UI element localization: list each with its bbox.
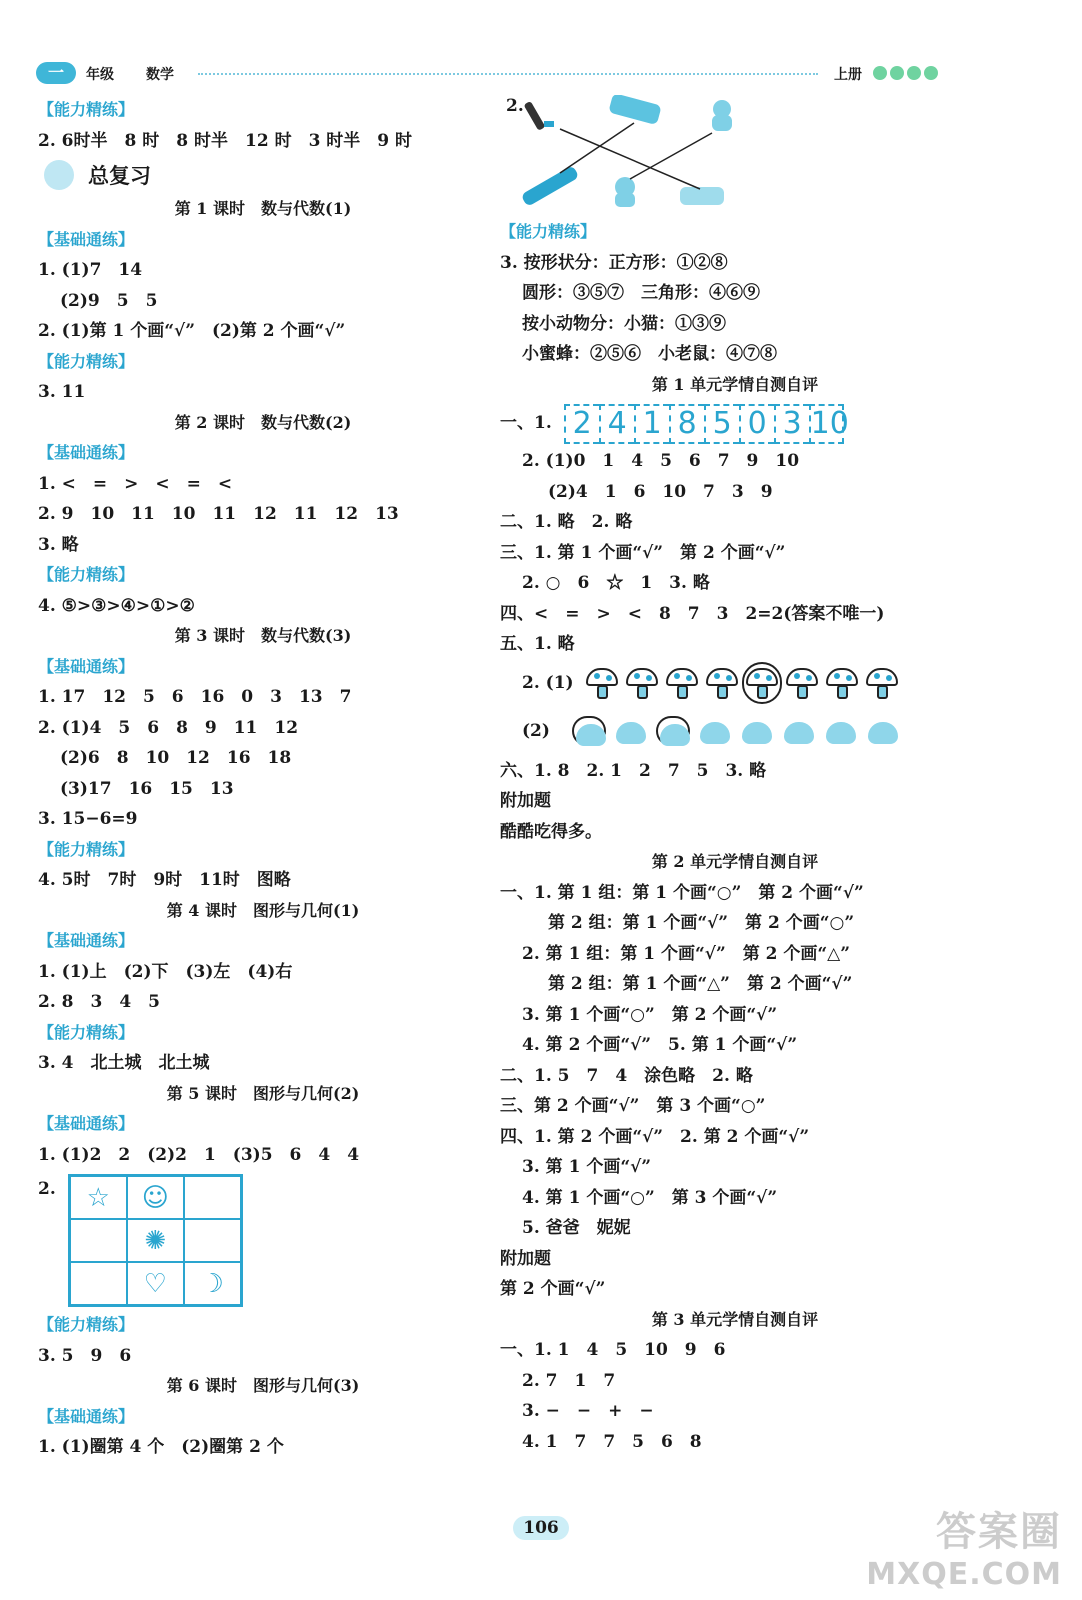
shell-icon	[866, 716, 900, 746]
answer-line: 第 2 个画“√”	[500, 1279, 606, 1299]
extra-question-title: 附加题	[500, 1248, 551, 1269]
answer-line: 2. 6时半 8 时 8 时半 12 时 3 时半 9 时	[38, 130, 413, 151]
lesson-title: 第 1 课时 数与代数(1)	[174, 199, 352, 218]
subject-label: 数学	[146, 67, 174, 83]
section-circle-icon	[44, 160, 74, 190]
unit-title: 第 1 单元学情自测自评	[651, 374, 819, 394]
question-number: 2.	[38, 1179, 56, 1199]
section-tag: 【能力精练】	[38, 1315, 135, 1334]
circled-shell-icon	[656, 716, 690, 746]
section-heading	[38, 156, 488, 194]
answer-line: 3. − − + −	[522, 1401, 654, 1421]
answer-line: 四、1. 第 2 个画“√” 2. 第 2 个画“√”	[500, 1126, 810, 1147]
mushroom-icon	[706, 666, 738, 700]
lesson-title: 第 6 课时 图形与几何(3)	[166, 1376, 360, 1395]
section-tag: 【基础通练】	[38, 1114, 135, 1133]
right-column	[500, 95, 970, 1457]
question-label: (2)	[522, 720, 550, 741]
grid-cell	[184, 1176, 241, 1219]
moon-icon: ☽	[184, 1262, 241, 1305]
page-header	[28, 60, 958, 90]
answer-line: (3)17 16 15 13	[60, 778, 234, 799]
question-label: 一、1.	[500, 413, 552, 433]
section-tag: 【基础通练】	[38, 931, 135, 950]
mouse-toy-icon	[712, 100, 732, 131]
shell-icon	[614, 716, 648, 746]
matching-figure	[500, 95, 970, 215]
answer-line: 第 2 组：第 1 个画“△” 第 2 个画“√”	[548, 974, 853, 994]
section-tag: 【能力精练】	[38, 351, 135, 371]
answer-line: 2. 8 3 4 5	[38, 992, 160, 1012]
mushroom-row	[586, 666, 898, 700]
number-box: 1	[634, 404, 669, 444]
answer-line: 3. 15−6=9	[38, 809, 138, 829]
smiley-icon: ☺	[127, 1176, 184, 1219]
shell-row	[572, 716, 900, 746]
section-tag: 【能力精练】	[38, 839, 135, 859]
mushroom-icon	[586, 666, 618, 700]
answer-line: 1. (1)圈第 4 个 (2)圈第 2 个	[38, 1437, 284, 1457]
number-box: 5	[704, 404, 739, 444]
answer-line	[500, 400, 970, 446]
number-box: 10	[809, 404, 844, 444]
section-tag: 【能力精练】	[500, 222, 597, 241]
answer-line: 4. 5时 7时 9时 11时 图略	[38, 870, 291, 890]
section-tag: 【能力精练】	[38, 1022, 135, 1042]
answer-line: 1. (1)上 (2)下 (3)左 (4)右	[38, 961, 293, 982]
star-icon: ☆	[70, 1176, 127, 1219]
mushroom-icon	[666, 666, 698, 700]
header-dots-decoration	[873, 66, 938, 80]
answer-line: (2)6 8 10 12 16 18	[60, 748, 292, 768]
answer-line: 小蜜蜂：②⑤⑥ 小老鼠：④⑦⑧	[522, 344, 777, 364]
mushroom-icon	[786, 666, 818, 700]
answer-line: 酷酷吃得多。	[500, 821, 602, 842]
answer-line: 3. 4 北土城 北土城	[38, 1053, 210, 1073]
answer-line: 二、1. 略 2. 略	[500, 512, 633, 532]
answer-line: 4. 1 7 7 5 6 8	[522, 1431, 702, 1452]
answer-line: 六、1. 8 2. 1 2 7 5 3. 略	[500, 760, 767, 781]
answer-line: 2. (1)0 1 4 5 6 7 9 10	[522, 451, 800, 471]
grade-label: 年级	[86, 67, 114, 83]
header-divider	[198, 73, 818, 75]
question-label: 2. (1)	[522, 672, 574, 693]
number-box: 3	[774, 404, 809, 444]
watermark-url: MXQE.COM	[866, 1557, 1062, 1592]
heart-icon: ♡	[127, 1262, 184, 1305]
circled-mushroom-icon	[746, 666, 778, 700]
grade-badge: 一	[36, 62, 76, 84]
section-tag: 【基础通练】	[38, 443, 135, 462]
answer-line: 3. 按形状分：正方形：①②⑧	[500, 252, 728, 273]
mushroom-icon	[866, 666, 898, 700]
shell-icon	[824, 716, 858, 746]
toothpaste-icon	[521, 165, 580, 207]
shell-icon	[782, 716, 816, 746]
answer-line: 4. ⑤>③>④>①>②	[38, 595, 195, 616]
unit-title: 第 2 单元学情自测自评	[651, 852, 819, 871]
grid-answer	[38, 1170, 488, 1310]
answer-line: 1. (1)2 2 (2)2 1 (3)5 6 4 4	[38, 1144, 360, 1165]
shell-answer	[500, 706, 970, 756]
answer-line: 1. 17 12 5 6 16 0 3 13 7	[38, 687, 352, 707]
watermark-logo	[866, 1500, 1062, 1592]
number-writing-boxes	[564, 404, 849, 444]
question-number: 2.	[506, 96, 524, 116]
cat-toy-icon	[615, 177, 635, 207]
shell-icon	[698, 716, 732, 746]
icon-grid	[68, 1174, 243, 1307]
answer-line: 4. 第 1 个画“○” 第 3 个画“√”	[522, 1187, 778, 1208]
answer-line: (2)9 5 5	[60, 290, 158, 311]
answer-line: 1. (1)7 14	[38, 260, 143, 280]
section-tag: 【能力精练】	[38, 565, 135, 584]
number-box: 2	[564, 404, 599, 444]
number-box: 8	[669, 404, 704, 444]
answer-line: 4. 第 2 个画“√” 5. 第 1 个画“√”	[522, 1035, 798, 1055]
answer-line: 3. 5 9 6	[38, 1345, 132, 1366]
answer-line: (2)4 1 6 10 7 3 9	[548, 481, 773, 502]
lesson-title: 第 2 课时 数与代数(2)	[174, 412, 352, 432]
section-tag: 【能力精练】	[38, 100, 135, 119]
mushroom-icon	[626, 666, 658, 700]
section-title: 总复习	[88, 164, 151, 188]
answer-line: 按小动物分：小猫：①③⑨	[522, 313, 726, 334]
answer-line: 5. 爸爸 妮妮	[522, 1218, 631, 1238]
bottle-icon	[680, 187, 724, 205]
toothbrush-icon	[524, 101, 554, 131]
answer-line: 2. 7 1 7	[522, 1370, 616, 1391]
page-number-label: 106	[513, 1516, 569, 1540]
answer-line: 3. 11	[38, 382, 86, 402]
answer-line: 一、1. 第 1 组：第 1 个画“○” 第 2 个画“√”	[500, 882, 864, 903]
answer-line: 一、1. 1 4 5 10 9 6	[500, 1340, 726, 1360]
mushroom-icon	[826, 666, 858, 700]
answer-line: 2. (1)第 1 个画“√” (2)第 2 个画“√”	[38, 321, 346, 341]
grid-cell	[70, 1219, 127, 1262]
lesson-title: 第 3 课时 数与代数(3)	[174, 626, 352, 645]
watermark-text: 答案圈	[936, 1509, 1062, 1555]
answer-line: 五、1. 略	[500, 634, 575, 654]
number-box: 0	[739, 404, 774, 444]
answer-line: 2. ○ 6 ☆ 1 3. 略	[522, 573, 710, 593]
matching-lines-illustration	[500, 95, 960, 215]
pencil-box-icon	[608, 95, 661, 125]
unit-title: 第 3 单元学情自测自评	[651, 1309, 819, 1329]
section-tag: 【基础通练】	[38, 1406, 135, 1426]
section-tag: 【基础通练】	[38, 656, 135, 676]
answer-line: 圆形：③⑤⑦ 三角形：④⑥⑨	[522, 283, 760, 303]
answer-line: 二、1. 5 7 4 涂色略 2. 略	[500, 1065, 753, 1086]
answer-line: 三、1. 第 1 个画“√” 第 2 个画“√”	[500, 542, 786, 563]
answer-line: 2. 9 10 11 10 11 12 11 12 13	[38, 504, 399, 524]
number-box: 4	[599, 404, 634, 444]
lesson-title: 第 4 课时 图形与几何(1)	[166, 900, 360, 920]
section-tag: 【基础通练】	[38, 229, 135, 249]
answer-line: 2. (1)4 5 6 8 9 11 12	[38, 717, 299, 738]
answer-line: 四、< = > < 8 7 3 2=2(答案不唯一)	[500, 603, 885, 624]
shell-icon	[740, 716, 774, 746]
lesson-title: 第 5 课时 图形与几何(2)	[166, 1083, 360, 1103]
answer-line: 3. 略	[38, 534, 79, 555]
answer-line: 三、第 2 个画“√” 第 3 个画“○”	[500, 1096, 766, 1116]
sun-icon: ✺	[127, 1219, 184, 1262]
extra-question-title: 附加题	[500, 791, 551, 811]
grid-cell	[70, 1262, 127, 1305]
circled-shell-icon	[572, 716, 606, 746]
answer-line: 1. < = > < = <	[38, 473, 233, 494]
answer-line: 2. 第 1 组：第 1 个画“√” 第 2 个画“△”	[522, 943, 851, 964]
volume-label: 上册	[834, 67, 862, 83]
answer-line: 第 2 组：第 1 个画“√” 第 2 个画“○”	[548, 913, 855, 933]
grid-cell	[184, 1219, 241, 1262]
answer-line: 3. 第 1 个画“√”	[522, 1157, 652, 1177]
left-column	[38, 95, 488, 1463]
answer-line: 3. 第 1 个画“○” 第 2 个画“√”	[522, 1004, 778, 1025]
mushroom-answer	[500, 660, 970, 706]
